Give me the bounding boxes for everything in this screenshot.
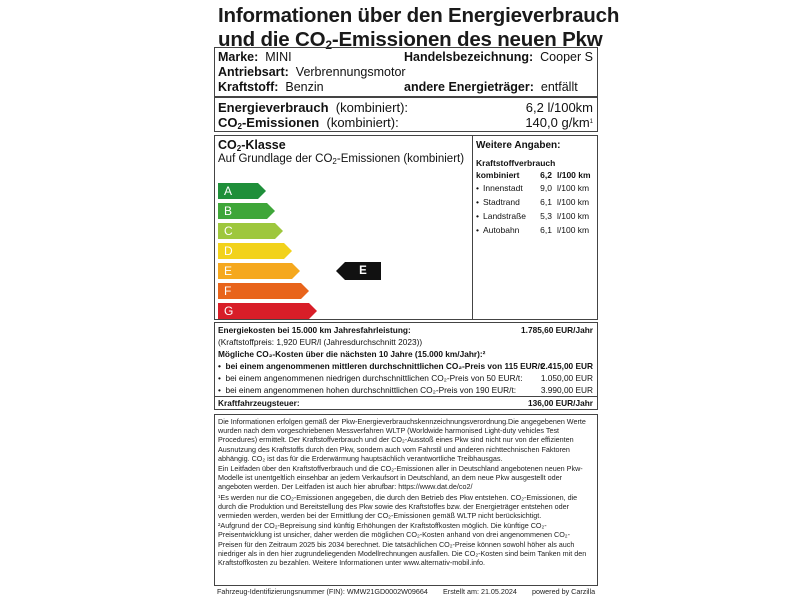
co2-cost-mid-value: 2.415,00 EUR: [540, 361, 593, 371]
combined-unit: l/100 km: [557, 170, 591, 180]
co2-cost-mid-row: • bei einem angenommenen mittleren durchschnittlichen CO₂-Preis von 115 EUR/t:: [218, 361, 546, 371]
weitere-row-value: 5,3: [540, 211, 552, 221]
tax-label: Kraftfahrzeugsteuer:: [218, 398, 300, 408]
co2-class-bar-tip: [309, 303, 317, 319]
co2-class-bar-tip: [301, 283, 309, 299]
energy-costs-label: Energiekosten bei 15.000 km Jahresfahrleistung:: [218, 325, 411, 335]
co2-value: 140,0 g/km: [525, 115, 590, 130]
co2-cost-high-value: 3.990,00 EUR: [540, 385, 593, 395]
handel-value: Cooper S: [540, 50, 593, 64]
weitere-bullet: •: [476, 211, 479, 221]
co2-class-letter: E: [224, 264, 233, 278]
co2-cost-low-label: bei einem angenommenen niedrigen durchschnittlichen CO₂-Preis von 50 EUR/t:: [225, 373, 523, 383]
co2-class-subheading-post: -Emissionen (kombiniert): [336, 153, 465, 165]
weitere-row-label: Stadtrand: [483, 197, 520, 207]
tax-value: 136,00 EUR/Jahr: [527, 398, 593, 408]
co2-class-letter: C: [224, 224, 233, 238]
co2-label-sub: 2: [237, 122, 242, 131]
co2-class-box: [214, 135, 598, 320]
weitere-row-value: 6,1: [540, 225, 552, 235]
co2-footnote-mark: 1: [589, 119, 593, 125]
info-paragraph-2: Ein Leitfaden über den Kraftstoffverbrauch und die CO₂-Emissionen aller in Deutschland angebotenen neuen Pkw-Modelle ist unentgeltlich einsehbar an jedem Verkaufsort in Deutschland, an dem neue Pkw ausgestellt oder angeboten werden. Der Leitfaden ist auch hier abrufbar: https://www.dat.de/co2/: [218, 464, 583, 492]
weitere-row-unit: l/100 km: [557, 225, 590, 235]
weitere-row-value: 6,1: [540, 197, 552, 207]
antrieb-row: [218, 65, 406, 79]
andere-value: entfällt: [540, 80, 578, 94]
co2-class-letter: F: [224, 284, 232, 298]
marke-value: MINI: [265, 50, 292, 64]
co2-cost-low-value: 1.050,00 EUR: [540, 373, 593, 383]
co2-class-heading: [218, 138, 286, 153]
co2-class-letter: G: [224, 304, 234, 318]
co2-class-bar-tip: [284, 243, 292, 259]
info-paragraph-1: Die Informationen erfolgen gemäß der Pkw-Energieverbrauchskennzeichnungsverordnung.Die angegebenen Werte wurden nach dem vorgeschriebenen Messverfahren WLTP (Worldwide harmonised Light-duty vehicles Test Procedures) ermittelt. Der Kraftstoffverbrauch und der CO₂-Ausstoß eines Pkw sind nicht nur von der effizienten Ausnutzung des Kraftstoffs durch den Pkw, sondern auch vom Fahrstil und anderen nichttechnischen Faktoren abhängig. CO₂ ist das für die Erderwärmung hauptsächlich verantwortliche Treibhausgas.: [218, 417, 586, 463]
title-line-2-post: -Emissionen des neuen Pkw: [331, 28, 603, 51]
title-line-2-sub: 2: [325, 38, 332, 52]
co2-cost-high-row: • bei einem angenommenen hohen durchschnittlichen CO₂-Preis von 190 EUR/t:: [218, 385, 517, 395]
co2-class-subheading-pre: Auf Grundlage der CO: [218, 153, 333, 165]
info-paragraph-4: ²Aufgrund der CO₂-Bepreisung sind künftig Erhöhungen der Kraftstoffkosten möglich. Die künftige CO₂-Preisentwicklung ist unsicher, daher werden die möglichen CO₂-Kosten anhand von drei angenommenen CO₂-Preisen für den Zeitraum 2025 bis 2034 berechnet. Die tatsächlichen CO₂-Preise können sowohl höher als auch niedriger als in den hier zugrundeliegenden Modellrechnungen ausfallen. Die CO₂-Kosten sind beim Tanken mit den Kraftstoffkosten zu bezahlen. Weitere Informationen unter www.alternativ-mobil.info.: [218, 521, 587, 568]
energy-label: Energieverbrauch: [218, 100, 329, 115]
co2-class-bar-b: [218, 203, 267, 219]
co2-class-bar-tip: [267, 203, 275, 219]
co2-cost-low-row: • bei einem angenommenen niedrigen durchschnittlichen CO₂-Preis von 50 EUR/t:: [218, 373, 523, 383]
weitere-bullet: •: [476, 183, 479, 193]
class-box-divider: [472, 136, 473, 319]
co2-class-bar-f: [218, 283, 301, 299]
consumption-box: [214, 97, 598, 132]
created-date: Erstellt am: 21.05.2024: [443, 587, 517, 596]
weitere-subheading: Kraftstoffverbrauch: [476, 158, 556, 168]
kraftstoff-label: Kraftstoff:: [218, 80, 279, 94]
co2-note: (kombiniert):: [326, 115, 399, 130]
co2-class-letter: A: [224, 184, 233, 198]
fin-text: Fahrzeug-Identifizierungsnummer (FIN): WMW21GD0002W09664: [217, 587, 428, 596]
energy-note: (kombiniert):: [335, 100, 409, 115]
info-paragraph-3: ¹Es werden nur die CO₂-Emissionen angegeben, die durch den Betrieb des Pkw entstehen. CO₂-Emissionen, die durch die Produktion und Bereitstellung des Pkw sowie des Kraftstoffes bzw. der Energieträger entstehen oder vermieden werden, werden bei der Ermittlung der CO₂-Emissionen gemäß WLTP nicht berücksichtigt.: [218, 492, 578, 521]
co2-class-bar-a: [218, 183, 258, 199]
costs-box: [214, 322, 598, 410]
andere-label: andere Energieträger:: [404, 80, 534, 94]
weitere-row-label: Landstraße: [483, 211, 526, 221]
kraftstoff-value: Benzin: [285, 80, 324, 94]
title-line-2-pre: und die CO: [218, 28, 326, 51]
co2-class-subheading: [218, 153, 464, 166]
weitere-row-unit: l/100 km: [557, 183, 590, 193]
co2-class-bar-g: [218, 303, 309, 319]
fuel-price-note: (Kraftstoffpreis: 1,920 EUR/l (Jahresdurchschnitt 2023)): [218, 337, 423, 347]
antrieb-label: Antriebsart:: [218, 65, 289, 79]
combined-value: 6,2: [540, 170, 552, 180]
powered-by: powered by Carzilla: [532, 587, 596, 596]
co2-class-letter: D: [224, 244, 233, 258]
andere-row: [404, 80, 578, 94]
weitere-heading: Weitere Angaben:: [476, 140, 561, 151]
weitere-bullet: •: [476, 197, 479, 207]
co2-class-subheading-sub: 2: [332, 157, 337, 166]
co2-label-post: -Emissionen: [241, 115, 320, 130]
co2-value-wrap: [525, 115, 593, 130]
tax-divider: [215, 396, 597, 397]
legal-info-box: [214, 414, 598, 586]
co2-class-heading-sub: 2: [236, 144, 242, 153]
co2-class-bar-e: [218, 263, 292, 279]
co2-label-pre: CO: [218, 115, 238, 130]
handel-row: [404, 50, 593, 64]
weitere-row-value: 9,0: [540, 183, 552, 193]
co2-class-heading-post: -Klasse: [241, 138, 286, 152]
weitere-row-unit: l/100 km: [557, 197, 590, 207]
current-class-marker: E: [345, 262, 381, 280]
weitere-bullet: •: [476, 225, 479, 235]
energy-value: 6,2 l/100km: [525, 100, 593, 115]
weitere-row-label: Innenstadt: [483, 183, 523, 193]
co2-label: [218, 115, 319, 130]
co2-class-bar-d: [218, 243, 284, 259]
weitere-row-unit: l/100 km: [557, 211, 590, 221]
co2-row: [218, 115, 399, 131]
energy-row: [218, 100, 408, 115]
energy-costs-value: 1.785,60 EUR/Jahr: [521, 325, 593, 335]
handel-label: Handelsbezeichnung:: [404, 50, 534, 64]
co2-cost-high-label: bei einem angenommenen hohen durchschnittlichen CO₂-Preis von 190 EUR/t:: [225, 385, 517, 395]
kraftstoff-row: [218, 80, 324, 94]
co2-class-heading-pre: CO: [218, 138, 237, 152]
title-line-1: Informationen über den Energieverbrauch: [218, 4, 620, 27]
weitere-row-label: Autobahn: [483, 225, 520, 235]
co2-cost-mid-label: bei einem angenommenen mittleren durchschnittlichen CO₂-Preis von 115 EUR/t:: [225, 361, 546, 371]
vehicle-info-box: [214, 47, 598, 97]
co2-class-bar-tip: [292, 263, 300, 279]
marke-label: Marke:: [218, 50, 259, 64]
combined-label: kombiniert: [476, 170, 520, 180]
antrieb-value: Verbrennungsmotor: [295, 65, 406, 79]
co2-class-bar-tip: [275, 223, 283, 239]
co2-class-bar-tip: [258, 183, 266, 199]
co2-class-letter: B: [224, 204, 233, 218]
marke-row: [218, 50, 292, 64]
co2-costs-heading: Mögliche CO₂-Kosten über die nächsten 10 Jahre (15.000 km/Jahr):²: [218, 349, 486, 359]
co2-class-bar-c: [218, 223, 275, 239]
